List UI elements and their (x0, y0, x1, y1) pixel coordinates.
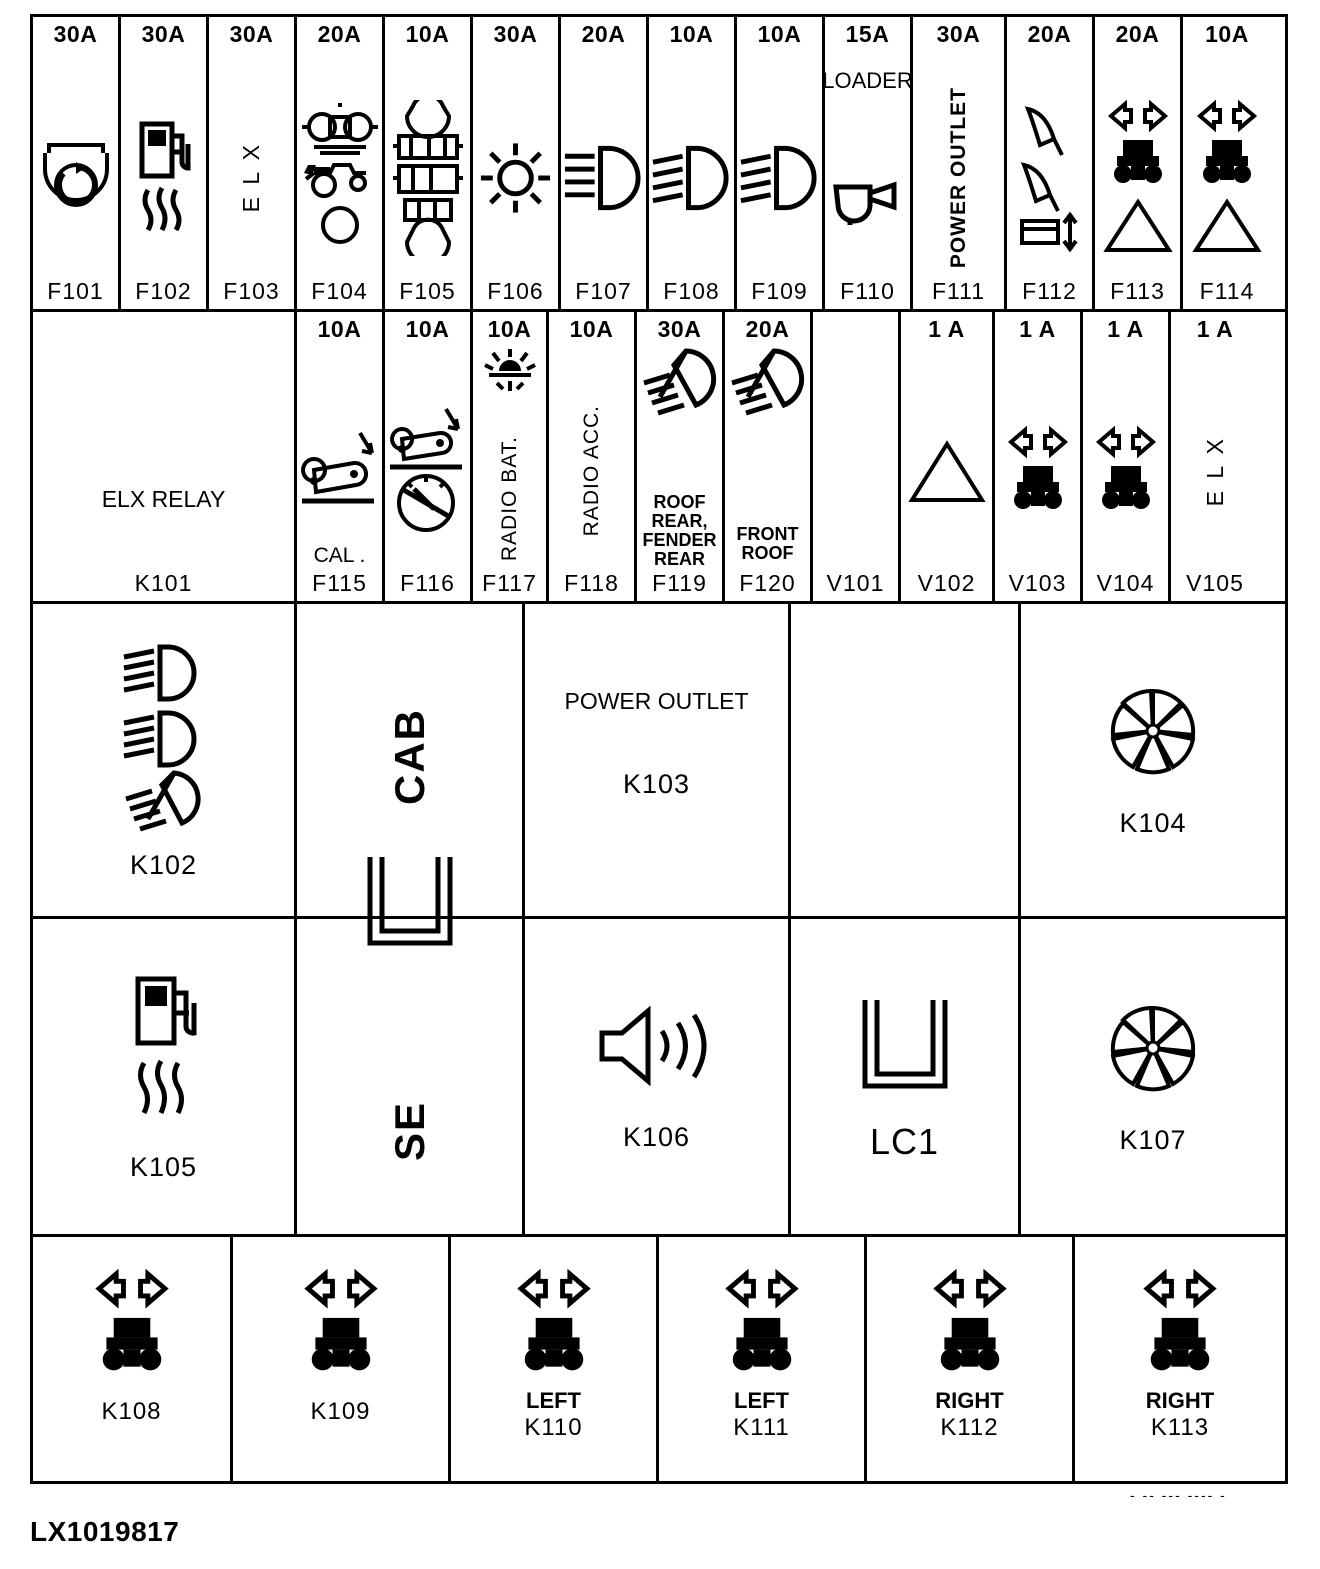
headlight-beam-icon (737, 46, 822, 309)
turn-signal-tractor-icon (82, 1265, 182, 1388)
fuse-cell-f108[interactable] (649, 17, 737, 309)
fuse-cell-f112[interactable] (1007, 17, 1095, 309)
fuse-code: F103 (223, 278, 280, 304)
fuse-amp: 30A (493, 21, 538, 47)
relay-cell-k104[interactable] (1021, 604, 1285, 916)
fuse-code: F117 (482, 570, 537, 596)
fuse-cell-v102[interactable] (901, 312, 995, 601)
relay-side: LEFT (734, 1388, 789, 1413)
fuse-cell-f101[interactable] (33, 17, 121, 309)
fuse-cell-f102[interactable] (121, 17, 209, 309)
radio-light-icon (473, 343, 546, 395)
relay-cell-cab[interactable] (297, 604, 525, 916)
relay-code: K111 (733, 1414, 790, 1441)
fuse-amp: 30A (936, 21, 981, 47)
fuse-amp: 20A (1115, 21, 1160, 47)
fuse-amp: 20A (745, 316, 790, 342)
fuse-cell-f107[interactable] (561, 17, 649, 309)
relay-cell-k102[interactable] (33, 604, 297, 916)
fuse-code: V101 (826, 570, 885, 596)
fuse-cell-f111[interactable] (913, 17, 1007, 309)
fuse-relay-panel-diagram (30, 14, 1288, 1484)
fuse-label-wrap (549, 341, 634, 601)
relay-side: RIGHT (935, 1388, 1004, 1413)
fuse-code: F105 (399, 278, 456, 304)
turn-signal-hazard-icon (1095, 46, 1180, 309)
fuel-heater-icon (124, 971, 204, 1136)
connector-u-icon (845, 990, 965, 1105)
fuse-cell-f113[interactable] (1095, 17, 1183, 309)
fuse-code: F113 (1110, 278, 1165, 304)
headlight-low-beam-icon (561, 46, 646, 309)
fuel-pump-heater-icon (121, 46, 206, 309)
turn-signal-tractor-icon (995, 341, 1080, 601)
fuse-row-1 (33, 17, 1285, 312)
fuse-amp: 30A (657, 316, 702, 342)
fuse-cell-f118[interactable] (549, 312, 637, 601)
relay-code: K105 (129, 1151, 198, 1182)
relay-cell-blank (791, 604, 1021, 916)
relay-cell-k109[interactable] (233, 1237, 451, 1481)
turn-signal-tractor-icon (504, 1265, 604, 1388)
fuse-cell-v103[interactable] (995, 312, 1083, 601)
relay-code: K106 (622, 1121, 691, 1152)
fuse-amp: 30A (141, 21, 186, 47)
fuse-amp: 1 A (928, 316, 965, 342)
relay-label: POWER OUTLET (564, 687, 749, 714)
fuse-cell-f104[interactable] (297, 17, 385, 309)
relay-row-2 (33, 919, 1285, 1237)
fuse-code: F107 (575, 278, 632, 304)
fuse-code: F101 (47, 278, 104, 304)
fuse-amp: 10A (317, 316, 362, 342)
relay-code: K104 (1119, 808, 1187, 838)
turn-signal-tractor-icon (1083, 341, 1168, 601)
relay-code: K110 (524, 1414, 583, 1441)
fuse-label: FRONT ROOF (736, 524, 799, 564)
fuse-amp: 20A (581, 21, 626, 47)
relay-side: LEFT (526, 1388, 581, 1413)
empty-slot (813, 317, 898, 601)
relay-cell-k105[interactable] (33, 919, 297, 1234)
fuse-amp: 1 A (1019, 316, 1056, 342)
relay-code: K113 (1150, 1414, 1210, 1441)
fan-blower-icon (1103, 998, 1203, 1103)
turn-signal-tractor-icon (712, 1265, 812, 1388)
relay-code: K112 (940, 1414, 999, 1441)
fuse-label-wrap (913, 46, 1004, 309)
fuse-cell-f120[interactable] (725, 312, 813, 601)
turn-signal-hazard-icon (1183, 46, 1271, 309)
relay-cell-se[interactable] (297, 919, 525, 1234)
relay-code: K103 (622, 769, 691, 800)
fuse-code: F120 (739, 570, 796, 596)
transmission-control-icon (385, 46, 470, 309)
relay-cell-k101[interactable] (33, 312, 297, 601)
fuse-amp: 20A (317, 21, 362, 47)
fuse-cell-f114[interactable] (1183, 17, 1271, 309)
relay-cell-k110[interactable] (451, 1237, 659, 1481)
fuse-code: F116 (400, 570, 455, 596)
fuse-cell-f106[interactable] (473, 17, 561, 309)
work-light-icon (473, 46, 558, 309)
fuse-code: F111 (931, 278, 985, 304)
fuse-amp: 1 A (1107, 316, 1144, 342)
fuse-amp: 10A (405, 21, 450, 47)
lights-triple-beam-icon (104, 639, 224, 844)
fuse-code: V103 (1008, 570, 1067, 596)
fuse-label: LOADER (822, 68, 913, 94)
fuse-amp: 10A (569, 316, 614, 342)
fuse-label-wrap (209, 46, 294, 309)
fuse-cell-f117[interactable] (473, 312, 549, 601)
fuse-cell-f103[interactable] (209, 17, 297, 309)
relay-row-3 (33, 1237, 1285, 1481)
fuse-label: ROOF REAR, FENDER REAR (642, 492, 717, 570)
corner-marks: - -- --- ---- - (1130, 1487, 1227, 1503)
fuse-cell-v101[interactable] (813, 312, 901, 601)
hazard-triangle-icon (901, 341, 992, 601)
part-number: LX1019817 (30, 1516, 180, 1547)
fuse-cell-v105[interactable] (1171, 312, 1259, 601)
fuse-code: F110 (840, 278, 895, 304)
relay-code: K108 (101, 1398, 162, 1425)
fuse-code: F102 (135, 278, 192, 304)
fuse-amp: 10A (405, 316, 450, 342)
fuse-cell-f109[interactable] (737, 17, 825, 309)
fuse-label: RADIO BAT. (497, 435, 521, 561)
fuse-amp: 10A (1205, 21, 1249, 47)
fuse-amp: 10A (757, 21, 802, 47)
work-light-beam-icon (725, 345, 810, 421)
fuse-label: RADIO ACC. (579, 405, 603, 537)
turn-signal-tractor-icon (920, 1265, 1020, 1388)
fuse-amp: 10A (487, 316, 532, 342)
relay-label: ELX RELAY (101, 485, 226, 512)
relay-side: RIGHT (1145, 1388, 1215, 1413)
fuse-cell-f110[interactable] (822, 17, 913, 309)
relay-cell-lc1[interactable] (791, 919, 1021, 1234)
turn-signal-tractor-icon (1130, 1265, 1230, 1388)
fuse-cell-f115[interactable] (297, 312, 385, 601)
starter-circular-arrow-icon (33, 46, 118, 309)
relay-code: K102 (129, 850, 198, 880)
tractor-implement-icon (297, 46, 382, 309)
fuse-amp: 30A (229, 21, 274, 47)
relay-cell-k112[interactable] (867, 1237, 1075, 1481)
fuse-label: POWER OUTLET (946, 86, 970, 269)
fuse-amp: 15A (845, 21, 890, 47)
relay-code: K107 (1119, 1124, 1187, 1155)
relay-code: K109 (310, 1398, 371, 1425)
wiper-washer-seat-icon (1007, 46, 1092, 309)
fuse-code: F112 (1022, 278, 1077, 304)
relay-cell-k111[interactable] (659, 1237, 867, 1481)
relay-code: K101 (134, 570, 193, 596)
fuse-label: E L X (238, 142, 264, 213)
relay-row-1 (33, 604, 1285, 919)
relay-cell-k106[interactable] (525, 919, 791, 1234)
horn-speaker-icon (592, 1001, 722, 1096)
instrument-cluster-icon (385, 341, 470, 601)
fuse-amp: 20A (1027, 21, 1072, 47)
fuse-amp: 10A (669, 21, 714, 47)
relay-cell-k108[interactable] (33, 1237, 233, 1481)
fuse-cell-f119[interactable] (637, 312, 725, 601)
fuse-amp: 30A (53, 21, 98, 47)
relay-cell-k103[interactable] (525, 604, 791, 916)
fuse-code: F115 (312, 570, 367, 596)
fuse-code: V104 (1096, 570, 1155, 596)
relay-code: LC1 (869, 1121, 940, 1162)
fuse-label: E L X (1201, 435, 1228, 507)
fuse-cell-v104[interactable] (1083, 312, 1171, 601)
fuse-amp: 1 A (1196, 316, 1234, 342)
fuse-code: F118 (564, 570, 619, 596)
fuse-code: F106 (487, 278, 544, 304)
fuse-cell-f116[interactable] (385, 312, 473, 601)
fuse-cell-f105[interactable] (385, 17, 473, 309)
fuse-code: F109 (751, 278, 808, 304)
fuse-label: CAL . (313, 543, 366, 567)
work-light-beam-icon (637, 345, 722, 421)
fuse-code: F104 (311, 278, 368, 304)
relay-cell-k113[interactable] (1075, 1237, 1285, 1481)
fuse-row-2 (33, 312, 1285, 604)
relay-cell-k107[interactable] (1021, 919, 1285, 1234)
horn-icon (825, 93, 910, 309)
fuse-label-wrap (1171, 341, 1259, 601)
fan-blower-icon (1103, 681, 1203, 786)
turn-signal-tractor-icon (291, 1265, 391, 1388)
relay-label: SE (385, 1101, 433, 1162)
fuse-code: V102 (917, 570, 976, 596)
headlight-beam-icon (649, 46, 734, 309)
fuse-code: V105 (1186, 570, 1244, 596)
fuse-code: F114 (1199, 278, 1255, 304)
relay-label: CAB (385, 707, 433, 805)
fuse-code: F119 (652, 570, 707, 596)
fuse-code: F108 (663, 278, 720, 304)
